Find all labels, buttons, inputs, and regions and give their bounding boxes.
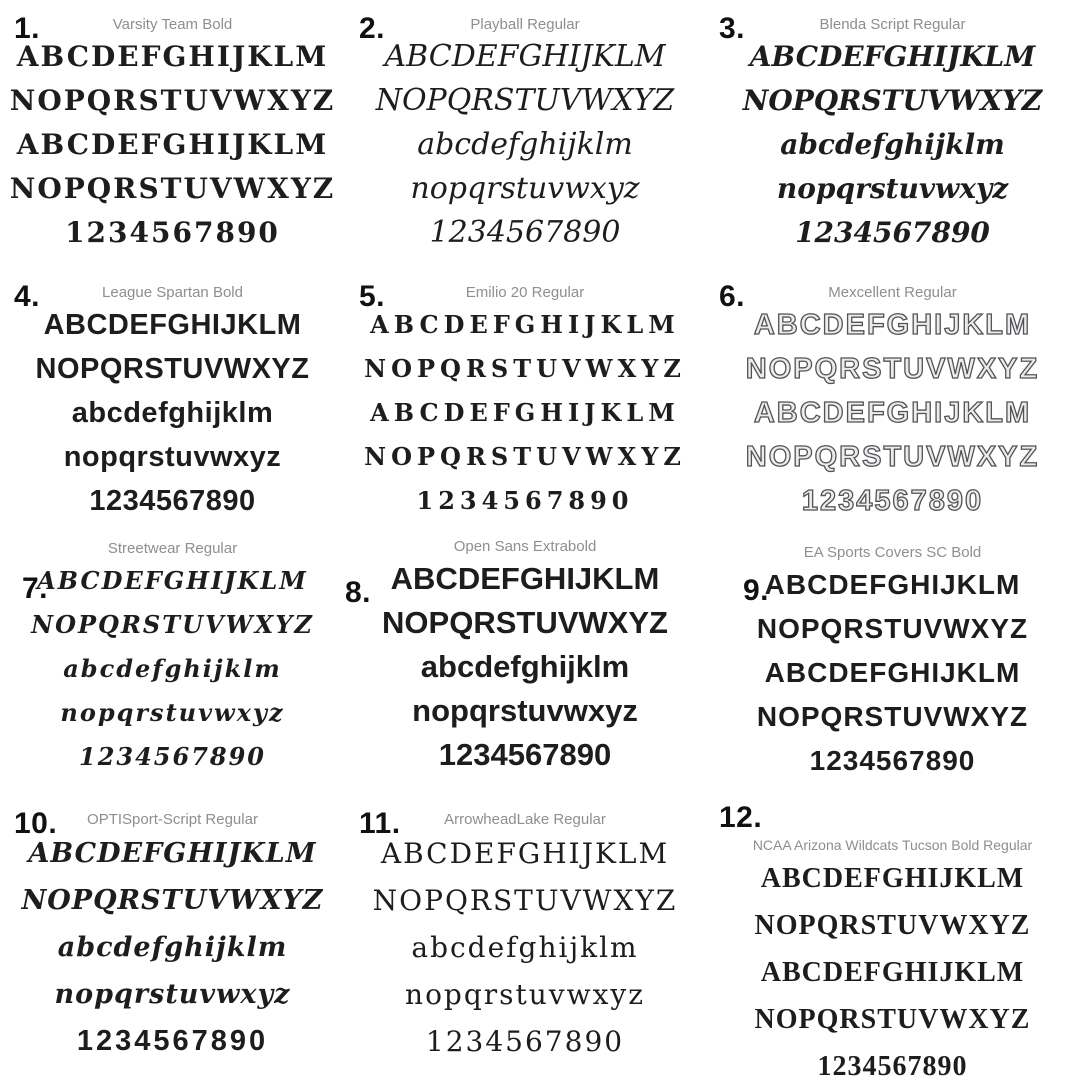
font-sample-line: abcdefghijklm xyxy=(420,649,630,684)
font-sample-line: ABCDEFGHIJKLM xyxy=(749,40,1036,73)
font-sample-line: abcdefghijklm xyxy=(411,931,639,964)
font-sample xyxy=(705,303,1080,523)
font-sample xyxy=(705,35,1080,255)
font-sample-line: abcdefghijklm xyxy=(63,654,282,683)
font-sample xyxy=(345,557,705,777)
font-sample-numerals: 1234567890 xyxy=(89,485,256,517)
font-name-label: Blenda Script Regular xyxy=(819,16,966,33)
font-sample-line: abcdefghijklm xyxy=(71,397,274,429)
font-card-ea-sports-covers xyxy=(705,530,1080,795)
font-number: 5. xyxy=(359,280,386,313)
font-name-label: Open Sans Extrabold xyxy=(453,538,597,555)
font-sample-line: NOPQRSTUVWXYZ xyxy=(21,885,324,916)
font-number: 6. xyxy=(719,280,746,313)
font-card-ncaa-arizona-wildcats xyxy=(705,795,1080,1080)
font-sample xyxy=(0,830,345,1065)
font-sample-line: ABCDEFGHIJKLM xyxy=(370,310,680,339)
font-card-streetwear xyxy=(0,530,345,795)
font-name-label: Emilio 20 Regular xyxy=(465,284,585,301)
font-sample-line: abcdefghijklm xyxy=(57,932,288,963)
font-sample-line: NOPQRSTUVWXYZ xyxy=(745,441,1040,473)
font-sample-line: ABCDEFGHIJKLM xyxy=(28,838,317,869)
font-sample-numerals: 1234567890 xyxy=(79,742,266,771)
font-number: 3. xyxy=(719,12,746,45)
font-sample-numerals: 1234567890 xyxy=(795,216,990,249)
font-sample-line: ABCDEFGHIJKLM xyxy=(753,309,1032,341)
font-sample-line: nopqrstuvwxyz xyxy=(410,171,640,206)
font-sample-line: NOPQRSTUVWXYZ xyxy=(9,172,336,205)
font-number: 4. xyxy=(14,280,41,313)
font-sample-line: NOPQRSTUVWXYZ xyxy=(382,605,668,640)
font-sample-line: ABCDEFGHIJKLM xyxy=(16,128,329,161)
font-sample-line: ABCDEFGHIJKLM xyxy=(764,657,1021,688)
font-number: 12. xyxy=(719,801,763,834)
font-sample-numerals: 1234567890 xyxy=(438,737,612,772)
font-sample-numerals: 1234567890 xyxy=(817,1051,968,1082)
font-sample xyxy=(345,303,705,523)
font-name-label: NCAA Arizona Wildcats Tucson Bold Regular xyxy=(752,837,1033,853)
font-card-optisport-script xyxy=(0,795,345,1080)
font-sample-line: ABCDEFGHIJKLM xyxy=(380,837,670,870)
font-sample-line: nopqrstuvwxyz xyxy=(54,979,291,1010)
font-name-label: Playball Regular xyxy=(470,16,580,33)
font-number: 1. xyxy=(14,12,41,45)
font-card-varsity-team xyxy=(0,0,345,268)
font-name-label: Varsity Team Bold xyxy=(112,16,233,33)
font-sample-line: ABCDEFGHIJKLM xyxy=(764,569,1021,600)
font-sample-line: NOPQRSTUVWXYZ xyxy=(742,84,1043,117)
font-sample xyxy=(345,35,705,255)
font-sample xyxy=(0,303,345,523)
font-sample-line: NOPQRSTUVWXYZ xyxy=(31,610,314,639)
font-card-league-spartan xyxy=(0,268,345,530)
font-number: 8. xyxy=(345,576,372,609)
font-sample-line: NOPQRSTUVWXYZ xyxy=(9,84,336,117)
font-sample-line: ABCDEFGHIJKLM xyxy=(760,863,1025,894)
font-name-label: Mexcellent Regular xyxy=(828,284,957,301)
font-sample-numerals: 1234567890 xyxy=(425,1025,625,1058)
font-sample xyxy=(0,559,345,779)
font-sample-line: NOPQRSTUVWXYZ xyxy=(35,353,310,385)
font-sample-line: nopqrstuvwxyz xyxy=(63,441,282,473)
font-sample-line: ABCDEFGHIJKLM xyxy=(384,39,666,74)
font-sample-numerals: 1234567890 xyxy=(809,745,976,776)
font-sample-line: ABCDEFGHIJKLM xyxy=(390,561,660,596)
font-sample-line: NOPQRSTUVWXYZ xyxy=(364,442,686,471)
font-sample-numerals: 1234567890 xyxy=(65,216,280,249)
font-number: 11. xyxy=(359,807,401,840)
font-sample-line: ABCDEFGHIJKLM xyxy=(16,40,329,73)
font-number: 9. xyxy=(743,574,770,607)
font-sample-line: ABCDEFGHIJKLM xyxy=(760,957,1025,988)
font-card-playball xyxy=(345,0,705,268)
font-sample-line: abcdefghijklm xyxy=(780,128,1005,161)
font-sample-line: NOPQRSTUVWXYZ xyxy=(364,354,686,383)
font-sample-numerals: 1234567890 xyxy=(76,1025,269,1057)
font-sample xyxy=(345,830,705,1065)
font-sample-line: nopqrstuvwxyz xyxy=(405,978,645,1011)
font-sample xyxy=(705,855,1080,1090)
font-name-label: Streetwear Regular xyxy=(107,540,238,557)
font-card-arrowheadlake xyxy=(345,795,705,1080)
font-card-mexcellent xyxy=(705,268,1080,530)
font-name-label: ArrowheadLake Regular xyxy=(444,811,606,828)
font-sample-line: nopqrstuvwxyz xyxy=(412,693,638,728)
font-sample-line: NOPQRSTUVWXYZ xyxy=(756,613,1029,644)
font-sample-line: ABCDEFGHIJKLM xyxy=(753,397,1032,429)
font-sample-line: ABCDEFGHIJKLM xyxy=(43,309,302,341)
font-card-blenda-script xyxy=(705,0,1080,268)
font-name-label: EA Sports Covers SC Bold xyxy=(803,544,982,561)
font-sample-line: abcdefghijklm xyxy=(417,127,633,162)
font-sample-line: ABCDEFGHIJKLM xyxy=(370,398,680,427)
font-name-label: OPTISport-Script Regular xyxy=(87,811,258,828)
font-sample-line: nopqrstuvwxyz xyxy=(776,172,1009,205)
font-card-open-sans xyxy=(345,530,705,795)
font-sample-line: ABCDEFGHIJKLM xyxy=(37,566,308,595)
font-number: 10. xyxy=(14,807,58,840)
font-sample-numerals: 1234567890 xyxy=(416,486,634,515)
font-name-label: League Spartan Bold xyxy=(102,284,243,301)
font-card-emilio-20 xyxy=(345,268,705,530)
font-sample xyxy=(0,35,345,255)
font-sample-line: nopqrstuvwxyz xyxy=(60,698,285,727)
font-sample-line: NOPQRSTUVWXYZ xyxy=(754,1004,1031,1035)
font-sample-line: NOPQRSTUVWXYZ xyxy=(754,910,1031,941)
font-number: 2. xyxy=(359,12,386,45)
font-sample-line: NOPQRSTUVWXYZ xyxy=(375,83,675,118)
font-sample-line: NOPQRSTUVWXYZ xyxy=(745,353,1040,385)
font-sample-line: NOPQRSTUVWXYZ xyxy=(372,884,678,917)
font-number: 7. xyxy=(22,572,49,605)
font-sample-numerals: 1234567890 xyxy=(801,485,984,517)
font-sample-line: NOPQRSTUVWXYZ xyxy=(756,701,1029,732)
font-sample-numerals: 1234567890 xyxy=(429,215,621,250)
